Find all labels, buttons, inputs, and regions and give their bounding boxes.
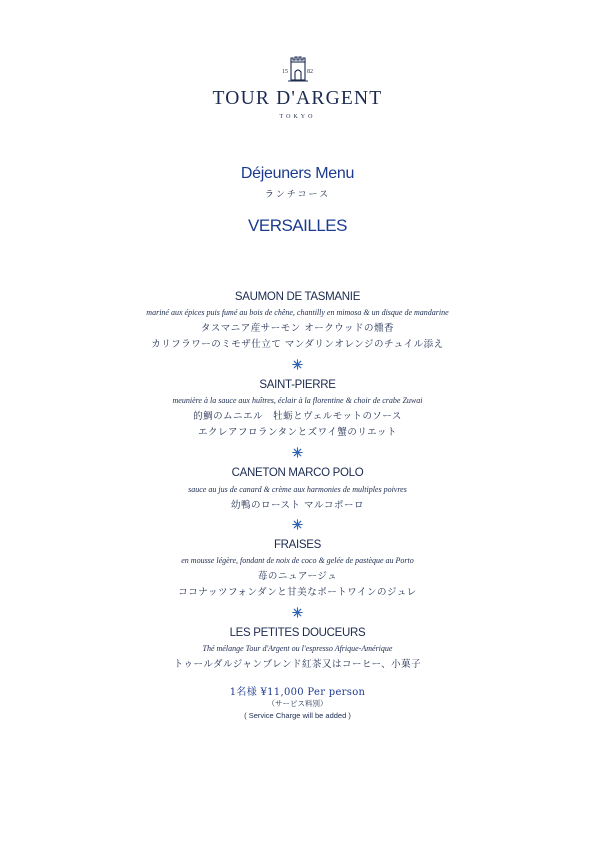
crest-year-right: 82 xyxy=(307,69,313,75)
course-name: VERSAILLES xyxy=(248,216,347,235)
dish-description-fr: sauce au jus de canard & crème aux harmonies de multiples poivres xyxy=(188,485,407,494)
dish-description-fr: en mousse légère, fondant de noix de coco & gelée de pastèque au Porto xyxy=(181,556,414,565)
dish-description-fr: meunière à la sauce aux huîtres, éclair à la florentine & choir de crabe Zuwai xyxy=(172,396,423,405)
dish-description-jp: 的鯛のムニエル 牡蛎とヴェルモットのソース xyxy=(193,411,402,422)
dish-title: SAINT-PIERRE xyxy=(259,379,336,391)
dish-description-jp: 苺のニュアージュ xyxy=(257,571,338,582)
dish-title: CANETON MARCO POLO xyxy=(231,467,364,479)
dish-description-jp: カリフラワーのミモザ仕立て マンダリンオレンジのチュイル添え xyxy=(151,339,444,350)
dish-description-jp: 幼鴨のロースト マルコポーロ xyxy=(230,500,365,511)
tower-crest-icon xyxy=(280,54,316,86)
menu-title-jp: ランチコース xyxy=(264,190,331,200)
snowflake-icon xyxy=(292,447,303,458)
service-charge-note: ( Service Charge will be added ) xyxy=(244,711,351,720)
snowflake-icon xyxy=(292,607,303,618)
dish-description-fr: Thé mélange Tour d'Argent ou l'espresso Afrique-Amérique xyxy=(202,644,393,653)
crest-year-left: 15 xyxy=(282,69,288,75)
dish-title: SAUMON DE TASMANIE xyxy=(234,291,361,303)
dish-title: FRAISES xyxy=(273,539,322,551)
dish-description-fr: mariné aux épices puis fumé au bois de chêne, chantilly en mimosa & un disque de mandarine xyxy=(146,308,449,317)
dish-description-jp: エクレアフロランタンとズワイ蟹のリエット xyxy=(198,427,397,438)
dish-description-jp: タスマニア産サーモン オークウッドの燻香 xyxy=(200,323,395,334)
dish-title: LES PETITES DOUCEURS xyxy=(229,627,366,639)
snowflake-icon xyxy=(292,519,303,530)
logo-subtitle: TOKYO xyxy=(279,114,316,120)
dish-description-jp: トゥールダルジャンブレンド紅茶又はコーヒー、小菓子 xyxy=(173,659,422,670)
price-line: 1名様 ¥11,000 Per person xyxy=(229,687,366,698)
service-charge-jp: （サービス料別） xyxy=(267,699,328,708)
menu-title: Déjeuners Menu xyxy=(240,165,355,182)
dish-description-jp: ココナッツフォンダンと甘美なポートワインのジュレ xyxy=(178,587,417,598)
snowflake-icon xyxy=(292,359,303,370)
logo-text: TOUR D'ARGENT xyxy=(212,88,383,109)
